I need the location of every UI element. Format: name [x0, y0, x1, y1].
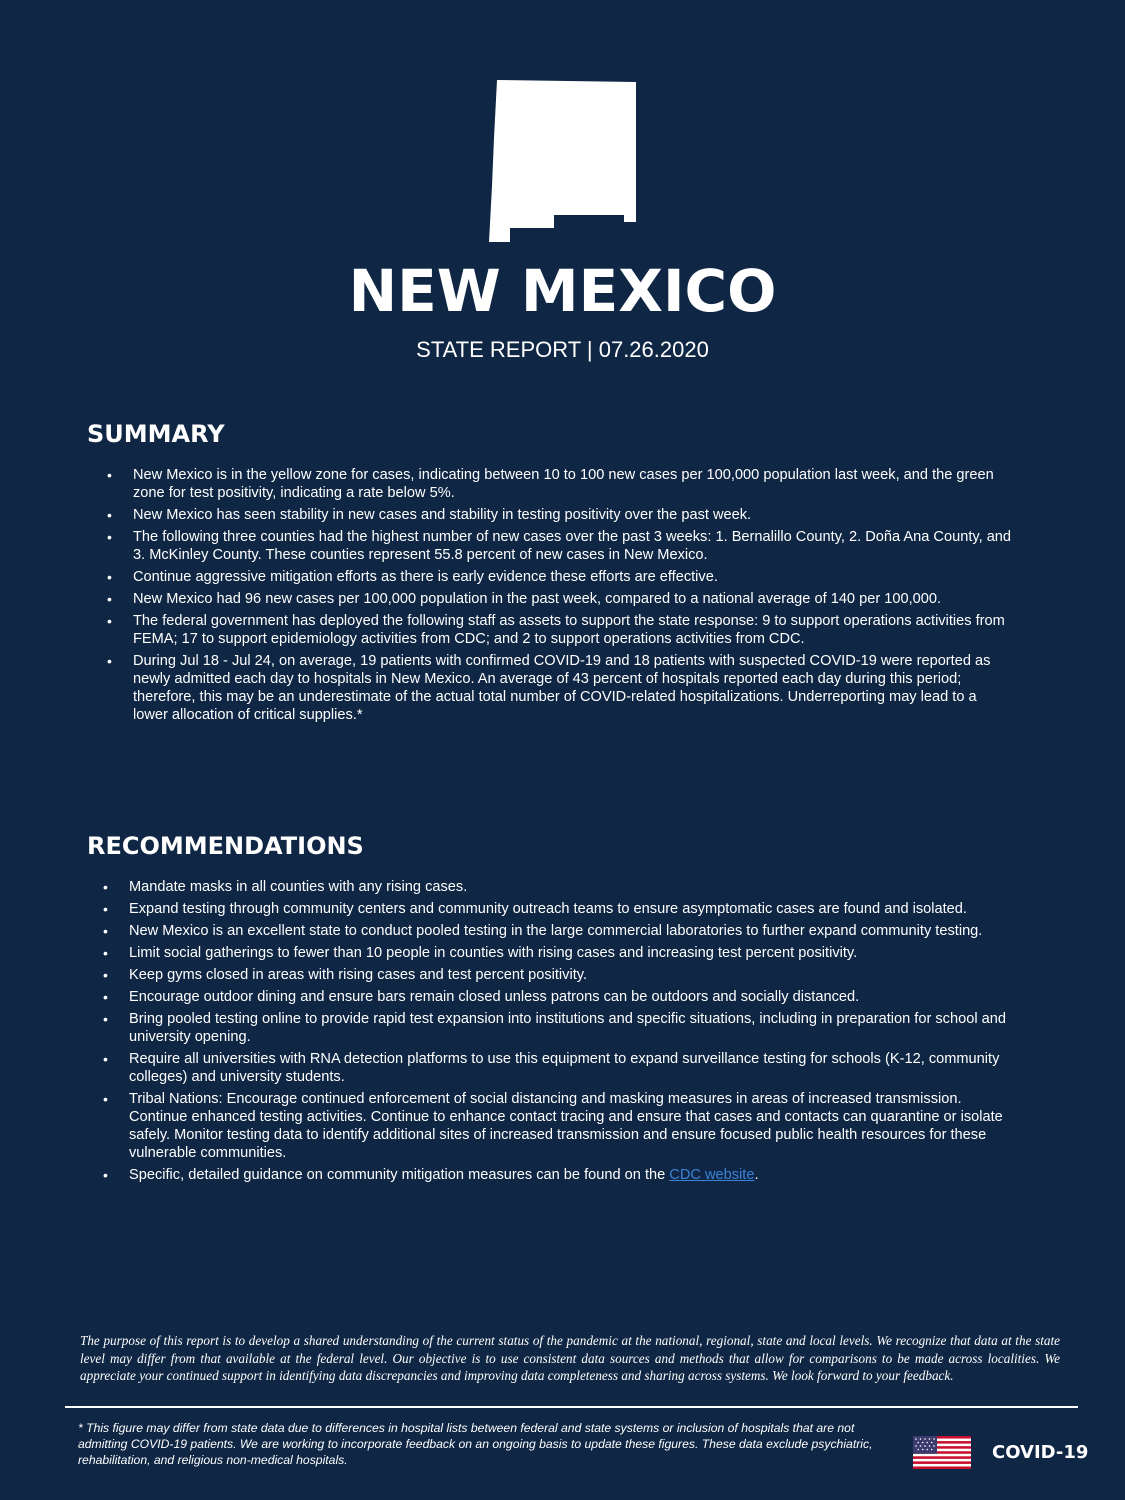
new-mexico-state-icon — [486, 78, 638, 244]
summary-item: • New Mexico had 96 new cases per 100,000 population in the past week, compared to a national average of 140 per 100,000. — [133, 590, 1013, 608]
summary-item: • Continue aggressive mitigation efforts as there is early evidence these efforts are effective. — [133, 568, 1013, 586]
recommendation-item: • Require all universities with RNA detection platforms to use this equipment to expand surveillance testing for schools (K-12, community colleges) and university students. — [129, 1050, 1019, 1086]
summary-item: • New Mexico has seen stability in new cases and stability in testing positivity over the past week. — [133, 506, 1013, 524]
us-flag-icon — [913, 1436, 971, 1469]
recommendation-item-cdc — [129, 1166, 1019, 1184]
cdc-website-link[interactable]: CDC website — [669, 1167, 755, 1183]
summary-item: • During Jul 18 - Jul 24, on average, 19 patients with confirmed COVID-19 and 18 patients with suspected COVID-19 were reported as newly admitted each day to hospitals in New Mexico. An average of 43 percent of hospitals reported each day during this period; therefore, this may be an underestimate of the actual total number of COVID-related hospitalizations. Underreporting may lead to a lower allocation of critical supplies.* — [133, 652, 1013, 724]
recommendation-item: • Mandate masks in all counties with any rising cases. — [129, 878, 1019, 896]
recommendation-item: • Limit social gatherings to fewer than 10 people in counties with rising cases and increasing test percent positivity. — [129, 944, 1019, 962]
recommendation-item: • Expand testing through community centers and community outreach teams to ensure asymptomatic cases are found and isolated. — [129, 900, 1019, 918]
summary-item: • The following three counties had the highest number of new cases over the past 3 weeks: 1. Bernalillo County, 2. Doña Ana County, and 3. McKinley County. These counties represent 55.8 percent of new cases in New Mexico. — [133, 528, 1013, 564]
purpose-statement: The purpose of this report is to develop a shared understanding of the current status of the pandemic at the national, regional, state and local levels. We recognize that data at the state level may differ from that available at the federal level. Our objective is to use consistent data sources and methods that allow for comparisons to be made across localities. We appreciate your continued support in identifying data discrepancies and improving data completeness and sharing across systems. We look forward to your feedback. — [80, 1333, 1060, 1383]
report-subtitle: STATE REPORT | 07.26.2020 — [416, 337, 709, 362]
footer-divider — [65, 1406, 1078, 1408]
hospital-footnote: * This figure may differ from state data due to differences in hospital lists between federal and state systems or inclusion of hospitals that are not admitting COVID-19 patients. We are working to incorporate feedback on an ongoing basis to update these figures. These data exclude psychiatric, rehabilitation, and religious non-medical hospitals. — [78, 1421, 873, 1467]
recommendation-text: Specific, detailed guidance on community mitigation measures can be found on the — [129, 1167, 670, 1183]
recommendations-heading: RECOMMENDATIONS — [87, 832, 364, 860]
recommendations-list — [129, 878, 1019, 1188]
covid-19-label: COVID-19 — [992, 1442, 1089, 1463]
recommendation-item: • Encourage outdoor dining and ensure bars remain closed unless patrons can be outdoors and socially distanced. — [129, 988, 1019, 1006]
summary-list — [133, 466, 1013, 728]
summary-item: • New Mexico is in the yellow zone for cases, indicating between 10 to 100 new cases per 100,000 population last week, and the green zone for test positivity, indicating a rate below 5%. — [133, 466, 1013, 502]
state-title: NEW MEXICO — [348, 257, 777, 325]
summary-heading: SUMMARY — [87, 420, 225, 448]
recommendation-item: • New Mexico is an excellent state to conduct pooled testing in the large commercial laboratories to further expand community testing. — [129, 922, 1019, 940]
recommendation-period: . — [754, 1167, 759, 1183]
summary-item: • The federal government has deployed the following staff as assets to support the state response: 9 to support operations activities from FEMA; 17 to support epidemiology activities from CDC; and 2 to support operations activities from CDC. — [133, 612, 1013, 648]
recommendation-item: • Bring pooled testing online to provide rapid test expansion into institutions and specific situations, including in preparation for school and university opening. — [129, 1010, 1019, 1046]
recommendation-item: • Keep gyms closed in areas with rising cases and test percent positivity. — [129, 966, 1019, 984]
recommendation-item: • Tribal Nations: Encourage continued enforcement of social distancing and masking measures in areas of increased transmission. Continue enhanced testing activities. Continue to enhance contact tracing and ensure that cases and contacts can quarantine or isolate safely. Monitor testing data to identify additional sites of increased transmission and ensure focused public health resources for these vulnerable communities. — [129, 1090, 1019, 1162]
